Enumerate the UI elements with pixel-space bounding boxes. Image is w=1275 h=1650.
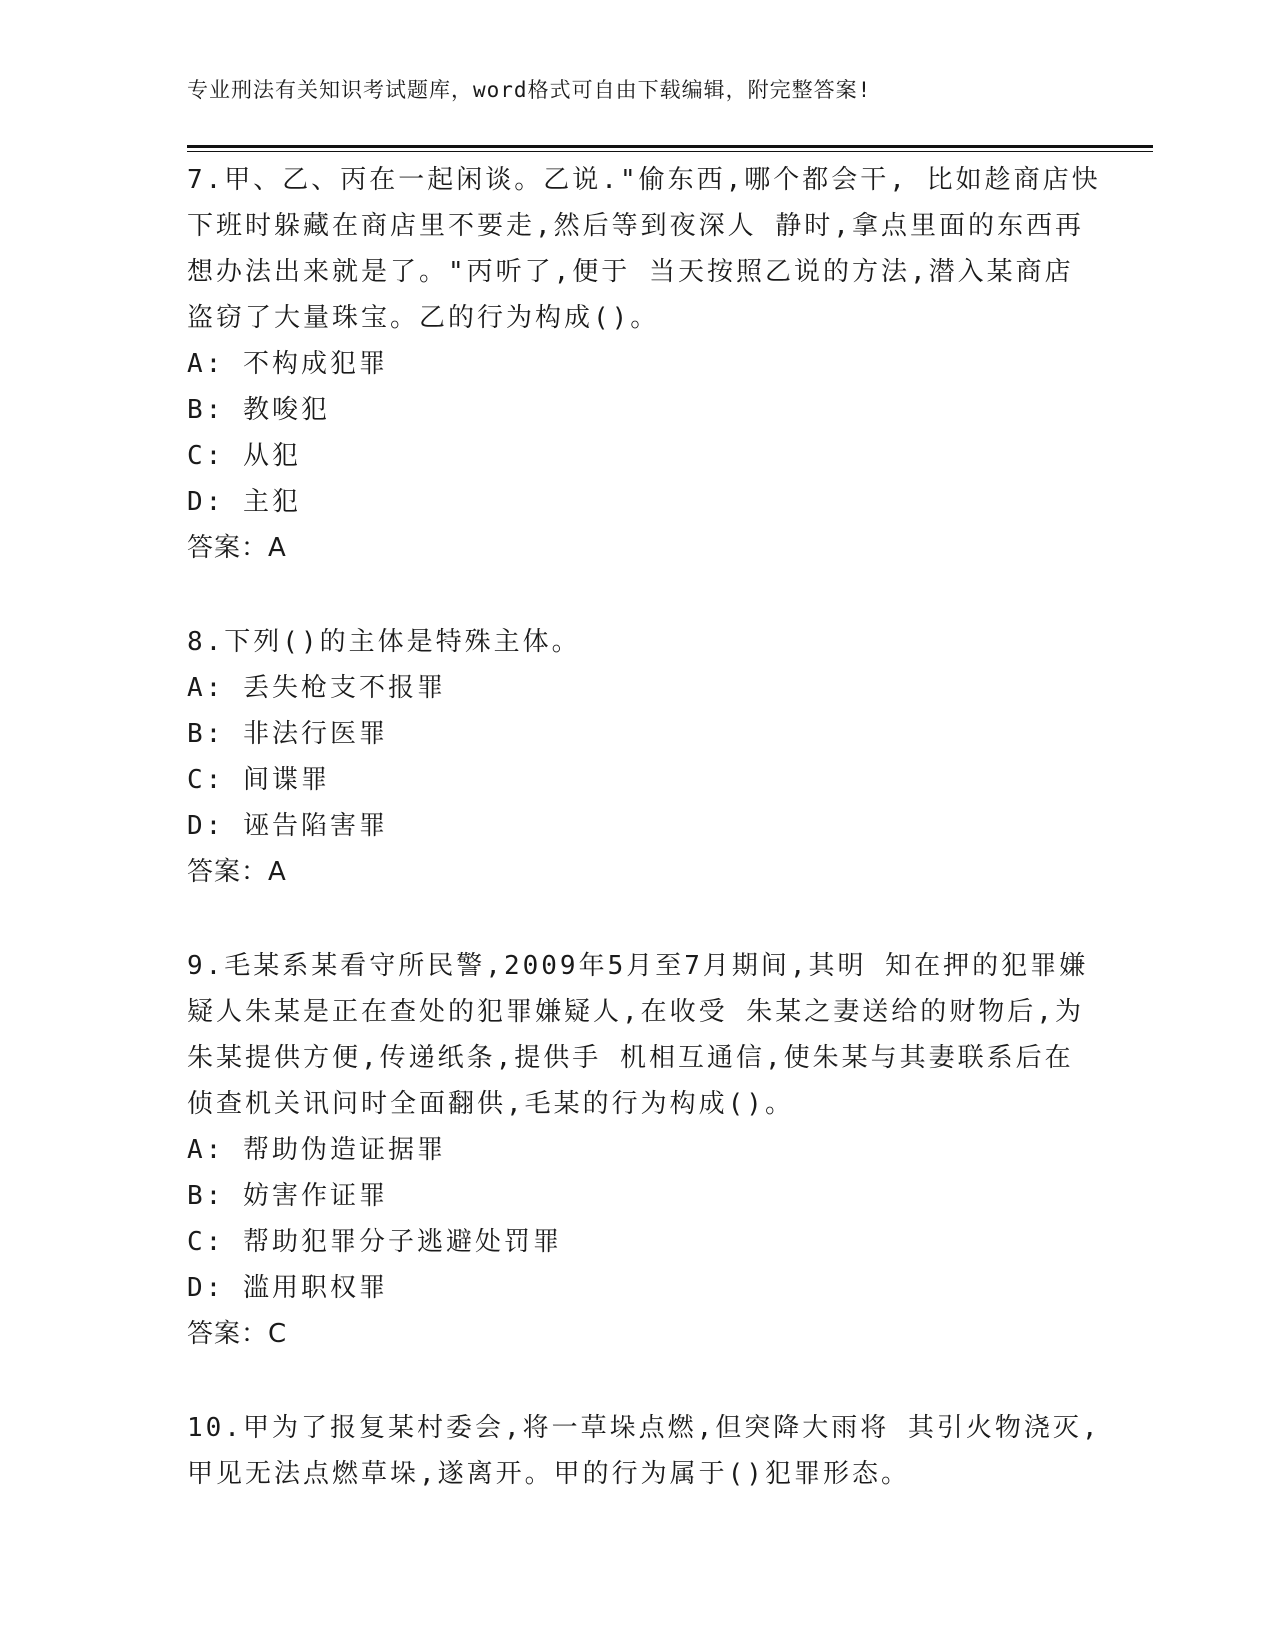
- option-a: A: 帮助伪造证据罪: [187, 1135, 446, 1165]
- option-b: B: 非法行医罪: [187, 719, 388, 749]
- option-d: D: 主犯: [187, 487, 301, 517]
- option-b: B: 教唆犯: [187, 395, 330, 425]
- option-c: C: 间谍罪: [187, 765, 330, 795]
- question-stem-line: 8.下列()的主体是特殊主体。: [187, 627, 581, 657]
- question-stem-line: 侦查机关讯问时全面翻供,毛某的行为构成()。: [187, 1089, 794, 1119]
- question-8: [187, 619, 1087, 895]
- question-10: [187, 1405, 1101, 1497]
- option-d: D: 滥用职权罪: [187, 1273, 388, 1303]
- answer-line: 答案：A: [187, 533, 287, 563]
- question-9: [187, 943, 1087, 1357]
- option-c: C: 帮助犯罪分子逃避处罚罪: [187, 1227, 562, 1257]
- question-stem-line: 9.毛某系某看守所民警,2009年5月至7月期间,其明 知在押的犯罪嫌: [187, 951, 1089, 981]
- question-stem-line: 甲见无法点燃草垛,遂离开。甲的行为属于()犯罪形态。: [187, 1459, 910, 1489]
- question-stem-line: 盗窃了大量珠宝。乙的行为构成()。: [187, 303, 660, 333]
- option-d: D: 诬告陷害罪: [187, 811, 388, 841]
- option-b: B: 妨害作证罪: [187, 1181, 388, 1211]
- question-stem-line: 10.甲为了报复某村委会,将一草垛点燃,但突降大雨将 其引火物浇灭,: [187, 1413, 1101, 1443]
- header-rule-thick: [187, 145, 1153, 148]
- answer-line: 答案：C: [187, 1319, 288, 1349]
- option-c: C: 从犯: [187, 441, 301, 471]
- question-7: [187, 157, 1101, 571]
- question-stem-line: 疑人朱某是正在查处的犯罪嫌疑人,在收受 朱某之妻送给的财物后,为: [187, 997, 1084, 1027]
- option-a: A: 不构成犯罪: [187, 349, 388, 379]
- page-header: 专业刑法有关知识考试题库，word格式可自由下载编辑，附完整答案!: [187, 78, 872, 102]
- question-list: [187, 157, 1101, 1545]
- question-stem-line: 想办法出来就是了。"丙听了,便于 当天按照乙说的方法,潜入某商店: [187, 257, 1074, 287]
- question-stem-line: 7.甲、乙、丙在一起闲谈。乙说."偷东西,哪个都会干, 比如趁商店快: [187, 165, 1101, 195]
- question-stem-line: 下班时躲藏在商店里不要走,然后等到夜深人 静时,拿点里面的东西再: [187, 211, 1084, 241]
- header-rule-thin: [187, 151, 1153, 152]
- option-a: A: 丢失枪支不报罪: [187, 673, 446, 703]
- question-stem-line: 朱某提供方便,传递纸条,提供手 机相互通信,使朱某与其妻联系后在: [187, 1043, 1074, 1073]
- answer-line: 答案：A: [187, 857, 287, 887]
